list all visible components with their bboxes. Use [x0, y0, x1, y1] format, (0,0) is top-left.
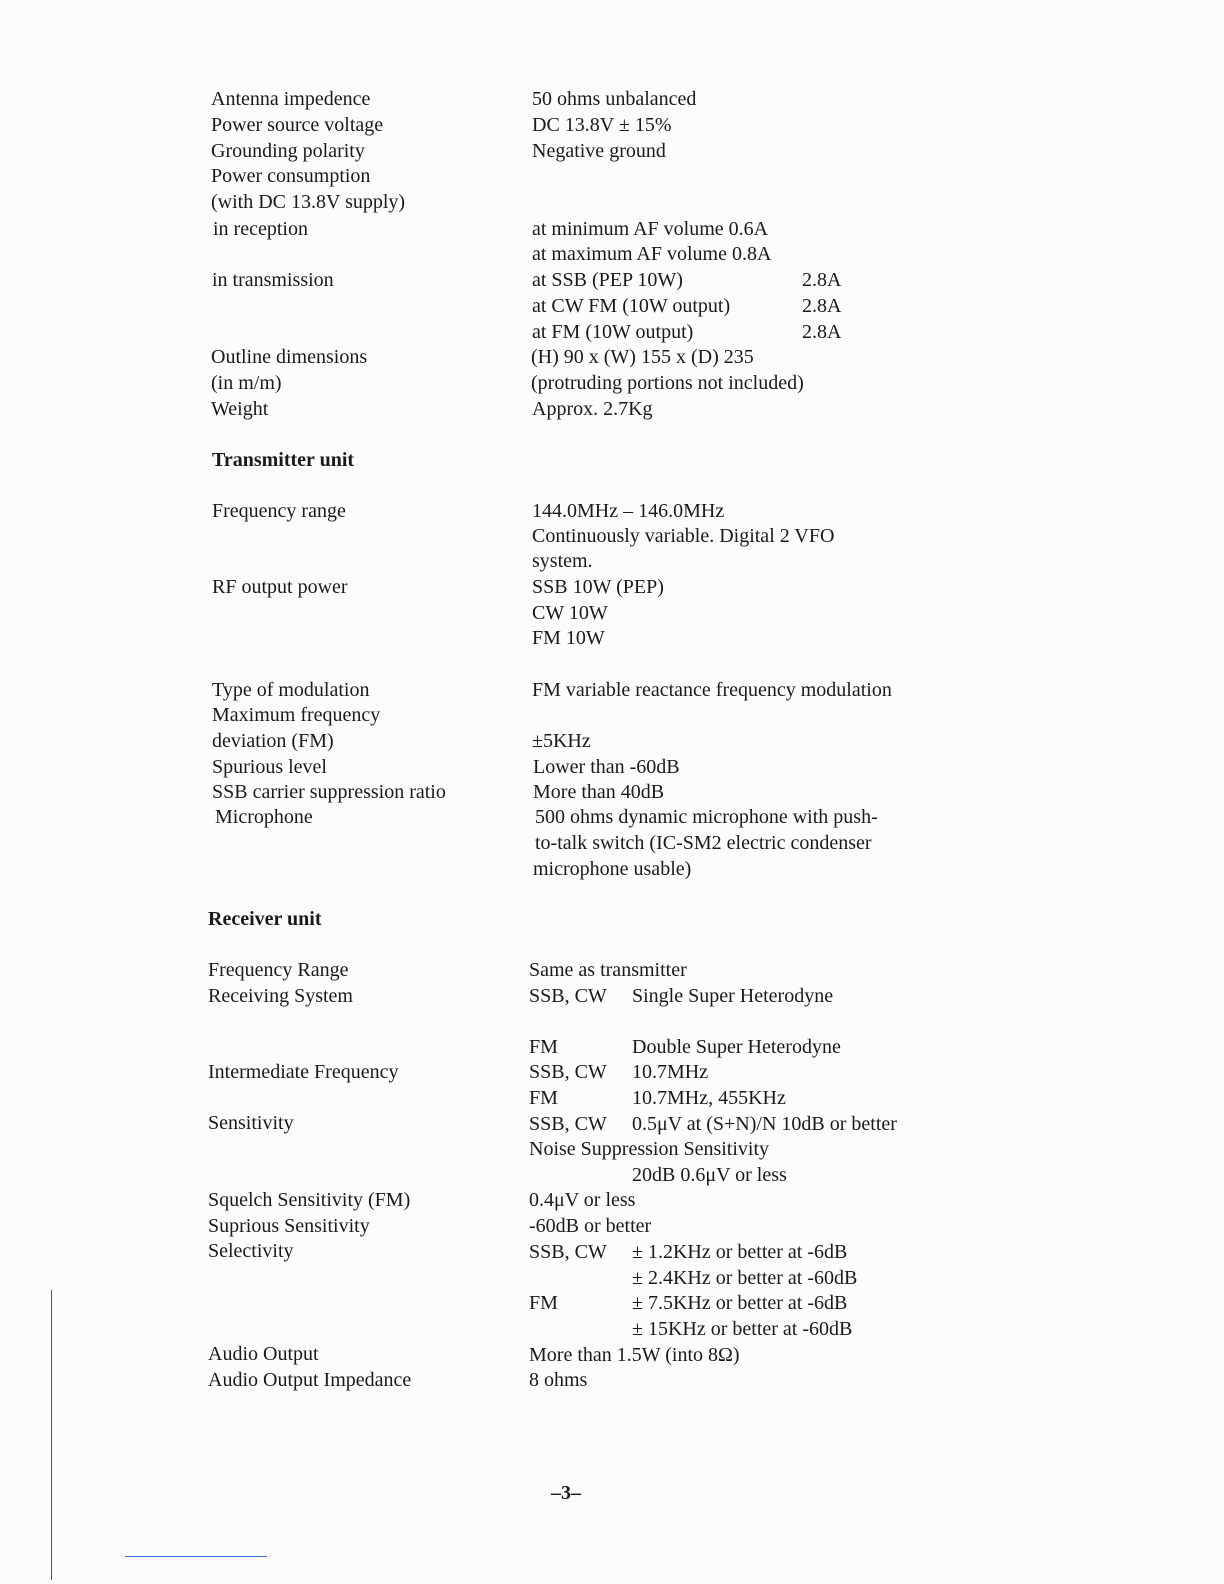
spec-value: system. [532, 550, 593, 572]
spec-value: Continuously variable. Digital 2 VFO [532, 525, 835, 547]
scan-underline [125, 1556, 267, 1557]
spec-value: to-talk switch (IC-SM2 electric condenser [535, 832, 872, 854]
spec-value: at CW FM (10W output) [532, 295, 731, 317]
spec-value: 8 ohms [529, 1369, 588, 1391]
spec-value: Approx. 2.7Kg [532, 398, 653, 420]
spec-amount: 2.8A [802, 295, 842, 317]
spec-label: in transmission [212, 269, 334, 291]
spec-value: at SSB (PEP 10W) [532, 269, 683, 291]
spec-value: Double Super Heterodyne [632, 1036, 841, 1058]
spec-value: (H) 90 x (W) 155 x (D) 235 [531, 346, 754, 368]
spec-label: Selectivity [208, 1240, 294, 1262]
spec-mode: SSB, CW [529, 1061, 607, 1083]
spec-value: DC 13.8V ± 15% [532, 114, 672, 136]
spec-value: at minimum AF volume 0.6A [532, 218, 769, 240]
spec-label: deviation (FM) [212, 730, 334, 752]
spec-value: 0.4μV or less [529, 1189, 636, 1211]
spec-value: at maximum AF volume 0.8A [532, 243, 772, 265]
spec-label: Audio Output Impedance [208, 1369, 412, 1391]
spec-value: More than 1.5W (into 8Ω) [529, 1344, 740, 1366]
spec-label: Outline dimensions [211, 346, 368, 368]
spec-label: RF output power [212, 576, 348, 598]
spec-value: Single Super Heterodyne [632, 985, 834, 1007]
spec-label: Intermediate Frequency [208, 1061, 399, 1083]
spec-label: Frequency range [212, 500, 346, 522]
spec-mode: SSB, CW [529, 985, 607, 1007]
spec-label: Power source voltage [211, 114, 384, 136]
spec-label: Spurious level [212, 756, 327, 778]
spec-amount: 2.8A [802, 321, 842, 343]
spec-value: (protruding portions not included) [531, 372, 804, 394]
spec-value: -60dB or better [529, 1215, 652, 1237]
spec-label: Squelch Sensitivity (FM) [208, 1189, 411, 1211]
spec-label: SSB carrier suppression ratio [212, 781, 446, 803]
spec-label: Type of modulation [212, 679, 370, 701]
spec-label: Audio Output [208, 1343, 319, 1365]
page-number: –3– [551, 1482, 581, 1504]
spec-value: Noise Suppression Sensitivity [529, 1138, 770, 1160]
spec-label: Suprious Sensitivity [208, 1215, 370, 1237]
spec-mode: SSB, CW [529, 1241, 607, 1263]
spec-value: 10.7MHz [632, 1061, 709, 1083]
spec-label: Microphone [215, 806, 313, 828]
spec-value: 0.5μV at (S+N)/N 10dB or better [632, 1113, 897, 1135]
spec-mode: FM [529, 1036, 558, 1058]
spec-amount: 2.8A [802, 269, 842, 291]
scan-edge-line [51, 1290, 52, 1580]
spec-label: Grounding polarity [211, 140, 365, 162]
spec-value: Negative ground [532, 140, 666, 162]
spec-value: ± 1.2KHz or better at -6dB [632, 1241, 848, 1263]
spec-value: 144.0MHz – 146.0MHz [532, 500, 725, 522]
spec-value: microphone usable) [533, 858, 692, 880]
spec-label: Sensitivity [208, 1112, 294, 1134]
spec-label: Antenna impedence [211, 88, 371, 110]
spec-label: Weight [211, 398, 269, 420]
spec-value: More than 40dB [533, 781, 665, 803]
spec-value: SSB 10W (PEP) [532, 576, 664, 598]
spec-label: Frequency Range [208, 959, 349, 981]
section-heading: Receiver unit [208, 908, 322, 930]
spec-label: Power consumption [211, 165, 371, 187]
spec-value: 500 ohms dynamic microphone with push- [535, 806, 878, 828]
spec-label: in reception [213, 218, 308, 240]
spec-value: ±5KHz [532, 730, 591, 752]
spec-mode: SSB, CW [529, 1113, 607, 1135]
spec-label: Receiving System [208, 985, 353, 1007]
spec-value: 10.7MHz, 455KHz [632, 1087, 786, 1109]
spec-value: Lower than -60dB [533, 756, 680, 778]
spec-value: 20dB 0.6μV or less [632, 1164, 787, 1186]
spec-value: ± 2.4KHz or better at -60dB [632, 1267, 858, 1289]
section-heading: Transmitter unit [212, 449, 355, 471]
spec-mode: FM [529, 1292, 558, 1314]
spec-label: Maximum frequency [212, 704, 381, 726]
spec-value: ± 7.5KHz or better at -6dB [632, 1292, 848, 1314]
spec-value: 50 ohms unbalanced [532, 88, 697, 110]
spec-value: FM variable reactance frequency modulation [532, 679, 892, 701]
spec-label: (with DC 13.8V supply) [211, 191, 406, 213]
spec-value: ± 15KHz or better at -60dB [632, 1318, 853, 1340]
spec-label: (in m/m) [211, 372, 282, 394]
spec-value: FM 10W [532, 627, 605, 649]
spec-mode: FM [529, 1087, 558, 1109]
spec-value: at FM (10W output) [532, 321, 694, 343]
spec-value: CW 10W [532, 602, 608, 624]
spec-value: Same as transmitter [529, 959, 687, 981]
